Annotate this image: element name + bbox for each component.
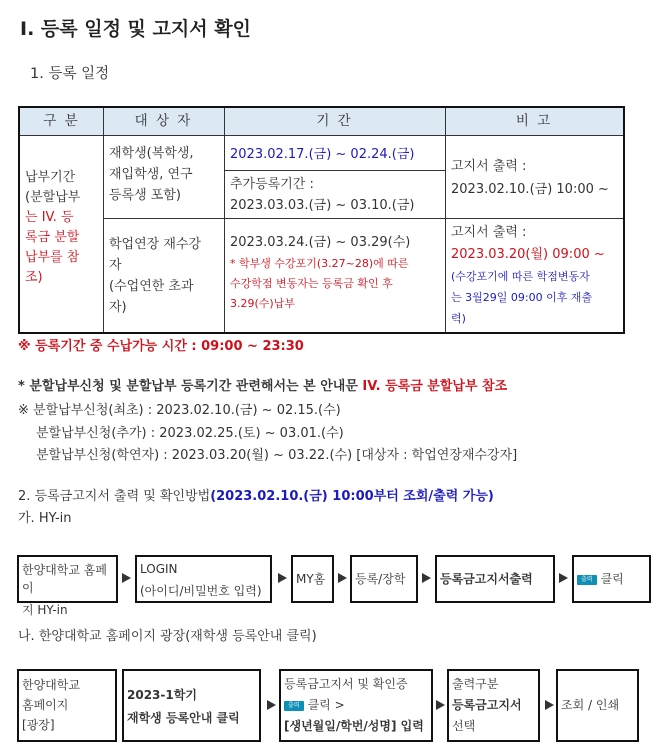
row1-period-main: 2023.02.17.(금) ~ 02.24.(금) bbox=[230, 147, 415, 162]
flow-b-select-box bbox=[447, 669, 540, 742]
period-note-line: 3.29(수)납부 bbox=[230, 297, 295, 310]
target-line: 자) bbox=[109, 300, 127, 315]
arrow-right-icon bbox=[336, 572, 348, 584]
subsection-heading: 1. 등록 일정 bbox=[30, 66, 110, 82]
target-line: 재입학생, 연구 bbox=[109, 167, 193, 182]
section2-title-prefix: 2. 등록금고지서 출력 및 확인방법 bbox=[18, 489, 211, 504]
section2-title bbox=[18, 487, 494, 507]
flow-a-bill-print-box: 등록금고지서출력 bbox=[435, 555, 555, 603]
print-button-icon: 출력 bbox=[577, 575, 597, 585]
arrow-right-icon bbox=[276, 572, 288, 584]
section2-title-highlight: (2023.02.10.(금) 10:00부터 조회/출력 가능) bbox=[210, 489, 494, 504]
category-line: 납부를 참 bbox=[25, 250, 80, 265]
target-line: 등록생 포함) bbox=[109, 188, 181, 203]
box-line: 선택 bbox=[452, 719, 476, 733]
box-line: 한양대학교 홈페이 bbox=[22, 563, 107, 595]
period-main: 2023.03.24.(금) ~ 03.29(수) bbox=[230, 235, 411, 250]
header-period: 기 간 bbox=[224, 108, 445, 135]
flow-a-myhome-box: MY홈 bbox=[291, 555, 334, 603]
extra-label: 추가등록기간 : bbox=[230, 177, 314, 192]
note-label: 고지서 출력 : bbox=[451, 225, 527, 240]
row1-extra-period bbox=[230, 174, 442, 216]
row2-period bbox=[230, 232, 443, 312]
installment-line3: 분할납부신청(추가) : 2023.02.25.(토) ~ 03.01.(수) bbox=[36, 426, 344, 441]
row1-target bbox=[109, 143, 221, 206]
schedule-table bbox=[18, 106, 625, 334]
flow-a-registration-box: 등록/장학 bbox=[350, 555, 418, 603]
box-line: 출력구분 bbox=[452, 677, 499, 691]
arrow-right-icon bbox=[120, 572, 132, 584]
sub-heading-a: 가. HY-in bbox=[18, 511, 72, 526]
box-line: 등록금고지서 및 확인증 bbox=[284, 677, 408, 691]
arrow-right-icon bbox=[265, 699, 277, 711]
arrow-right-icon bbox=[434, 699, 446, 711]
extra-period: 2023.03.03.(금) ~ 03.10.(금) bbox=[230, 198, 415, 213]
installment-line2: ※ 분할납부신청(최초) : 2023.02.10.(금) ~ 02.15.(수) bbox=[18, 403, 341, 418]
arrow-right-icon bbox=[543, 699, 555, 711]
print-button-icon: 출력 bbox=[284, 701, 304, 711]
note-detail-line: 력) bbox=[451, 312, 466, 325]
box-line: (아이디/비밀번호 입력) bbox=[140, 584, 262, 598]
period-note-line: * 학부생 수강포기(3.27~28)에 따른 bbox=[230, 257, 409, 270]
box-line: 재학생 등록안내 클릭 bbox=[127, 711, 240, 725]
note-detail-line: 는 3월29일 09:00 이후 재출 bbox=[451, 291, 593, 304]
category-line: 조) bbox=[25, 270, 43, 285]
flow-b-print-box: 조회 / 인쇄 bbox=[556, 669, 639, 742]
flow-b-homepage-box bbox=[17, 669, 117, 742]
box-line bbox=[284, 695, 428, 716]
category-line: (분할납부 bbox=[25, 190, 81, 205]
installment-line1-prefix: * 분할납부신청 및 분할납부 등록기간 관련해서는 본 안내문 bbox=[18, 379, 363, 394]
box-line: 지 HY-in bbox=[22, 603, 68, 617]
category-cell bbox=[25, 168, 101, 288]
target-line: 자 bbox=[109, 258, 122, 273]
target-line: 재학생(복학생, bbox=[109, 146, 194, 161]
sub-heading-b: 나. 한양대학교 홈페이지 광장(재학생 등록안내 클릭) bbox=[18, 629, 317, 644]
box-line: [광장] bbox=[22, 718, 55, 732]
installment-line4: 분할납부신청(학연자) : 2023.03.20(월) ~ 03.22.(수) [대상자 : 학업연장재수강자] bbox=[36, 448, 518, 463]
row2-target bbox=[109, 234, 221, 318]
arrow-right-icon bbox=[557, 572, 569, 584]
box-line: [생년월일/학번/성명] 입력 bbox=[284, 719, 424, 733]
category-line: 록금 분할 bbox=[25, 230, 80, 245]
section-heading: I. 등록 일정 및 고지서 확인 bbox=[20, 18, 251, 40]
note-date: 2023.02.10.(금) 10:00 ~ bbox=[451, 182, 609, 197]
header-category: 구 분 bbox=[20, 108, 103, 135]
box-line: 한양대학교 bbox=[22, 678, 80, 692]
category-line: 납부기간 bbox=[25, 170, 76, 185]
hours-note: ※ 등록기간 중 수납가능 시간 : 09:00 ~ 23:30 bbox=[18, 339, 304, 354]
flow-a-homepage-box bbox=[17, 555, 118, 617]
installment-line1-highlight: IV. 등록금 분할납부 참조 bbox=[362, 379, 508, 394]
target-line: (수업연한 초과 bbox=[109, 279, 194, 294]
box-line: 클릭 bbox=[600, 572, 624, 586]
header-target: 대 상 자 bbox=[103, 108, 224, 135]
flow-b-certificate-box bbox=[279, 669, 433, 742]
target-line: 학업연장 재수강 bbox=[109, 237, 202, 252]
row1-note bbox=[451, 155, 621, 201]
flow-b-guide-box bbox=[122, 669, 261, 742]
flow-a-click-box bbox=[572, 555, 651, 603]
note-date: 2023.03.20(월) 09:00 ~ bbox=[451, 247, 605, 262]
period-note-line: 수강학점 변동자는 등록금 확인 후 bbox=[230, 277, 393, 290]
box-line: 홈페이지 bbox=[22, 698, 69, 712]
note-detail-line: (수강포기에 따른 학점변동자 bbox=[451, 270, 590, 283]
header-note: 비 고 bbox=[445, 108, 623, 135]
box-line: LOGIN bbox=[140, 562, 178, 576]
box-line: 2023-1학기 bbox=[127, 688, 197, 702]
arrow-right-icon bbox=[420, 572, 432, 584]
box-line: 등록금고지서 bbox=[452, 698, 522, 712]
row2-note bbox=[451, 222, 621, 329]
installment-line1 bbox=[18, 377, 507, 397]
flow-a-login-box bbox=[135, 555, 272, 603]
category-line: 는 IV. 등 bbox=[25, 210, 74, 225]
note-label: 고지서 출력 : bbox=[451, 159, 527, 174]
box-text: 클릭 > bbox=[307, 698, 345, 712]
